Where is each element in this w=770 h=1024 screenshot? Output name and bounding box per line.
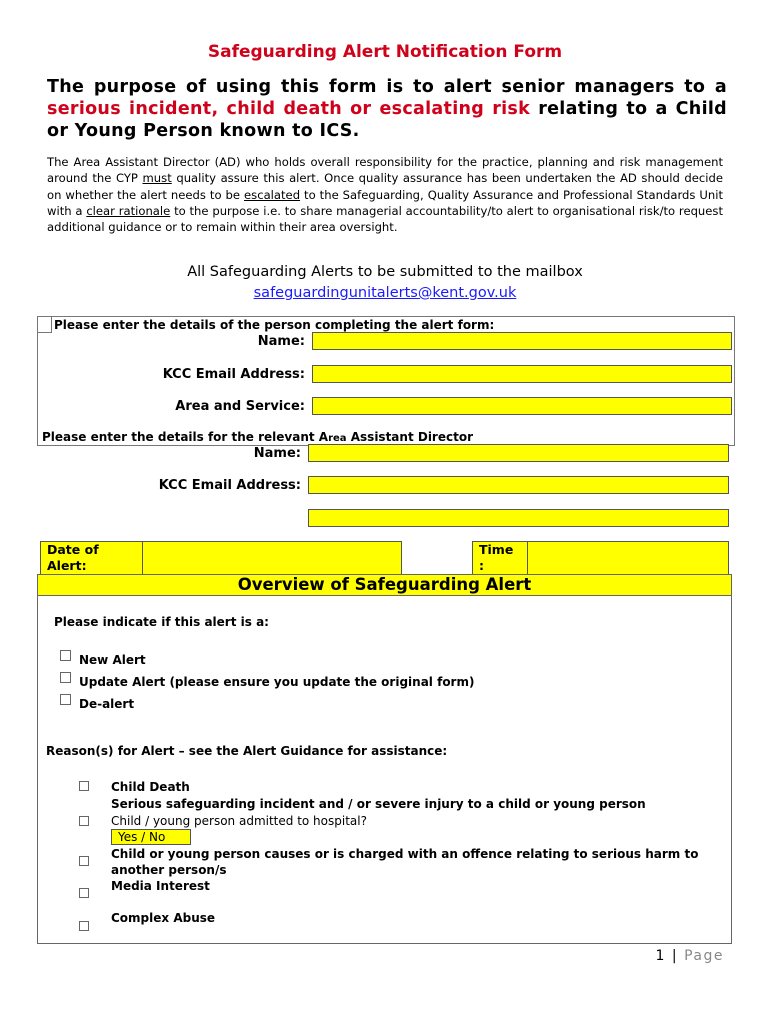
time-input[interactable] — [527, 541, 729, 575]
intro-text-3: to the Safeguarding, Quality Assurance and Professional Standards Unit with a — [47, 187, 723, 218]
completer-name-label: Name: — [257, 334, 305, 349]
page-footer — [600, 948, 724, 964]
serious-incident-label: Serious safeguarding incident and / or severe injury to a child or young person — [111, 797, 646, 811]
update-alert-checkbox[interactable] — [60, 672, 71, 683]
ad-heading-b: rea — [328, 433, 347, 444]
mailbox-email-link[interactable]: safeguardingunitalerts@kent.gov.uk — [253, 285, 517, 301]
page-separator: | — [665, 948, 685, 964]
intro-paragraph — [47, 154, 723, 235]
ad-heading-c: Assistant Director — [346, 430, 474, 444]
intro-text-1: The Area Assistant Director (AD) who holds overall responsibility for the practice, planning and risk management around the CYP — [47, 155, 723, 186]
hospital-yes-no-select[interactable]: Yes / No — [111, 829, 191, 845]
new-alert-label: New Alert — [79, 653, 146, 667]
offence-label: Child or young person causes or is charged with an offence relating to serious harm to another person/s — [111, 847, 699, 877]
ad-heading-a: Please enter the details for the relevant A — [42, 430, 329, 444]
mailbox-instruction: All Safeguarding Alerts to be submitted to the mailbox — [187, 264, 583, 280]
completer-area-label: Area and Service: — [175, 399, 305, 414]
purpose-post: relating to a Child or Young Person known to ICS. — [47, 99, 727, 141]
overview-title: Overview of Safeguarding Alert — [37, 574, 732, 596]
update-alert-label: Update Alert (please ensure you update the original form) — [79, 675, 475, 689]
page-word: Page — [684, 948, 724, 964]
intro-must: must — [142, 171, 172, 186]
page-number: 1 — [655, 948, 666, 964]
complex-abuse-label: Complex Abuse — [111, 911, 216, 925]
completer-email-label: KCC Email Address: — [162, 367, 305, 382]
hospital-label: Child / young person admitted to hospital? — [111, 814, 367, 828]
media-interest-checkbox[interactable] — [79, 888, 89, 898]
serious-incident-checkbox[interactable] — [79, 816, 89, 826]
completer-email-input[interactable] — [312, 365, 732, 383]
completer-area-input[interactable] — [312, 397, 732, 415]
de-alert-checkbox[interactable] — [60, 694, 71, 705]
intro-text-2: quality assure this alert. Once quality assurance has been undertaken the AD should decide on whether the alert needs to be — [47, 171, 723, 202]
intro-text-4: to the purpose i.e. to share managerial accountability/to alert to organisational risk/to request additional guidance or to remain within their area oversight. — [47, 203, 723, 235]
time-label-cell: Time : — [472, 541, 528, 575]
complex-abuse-checkbox[interactable] — [79, 921, 89, 931]
section-marker — [37, 316, 52, 333]
ad-name-input[interactable] — [308, 444, 729, 462]
de-alert-label: De-alert — [79, 697, 135, 711]
form-title: Safeguarding Alert Notification Form — [207, 42, 563, 62]
ad-email-input[interactable] — [308, 476, 729, 494]
purpose-statement — [47, 76, 727, 142]
purpose-pre: The purpose of using this form is to alert senior managers to a — [47, 77, 727, 97]
intro-escalated: escalated — [244, 187, 301, 202]
ad-heading — [42, 430, 473, 444]
reasons-heading: Reason(s) for Alert – see the Alert Guidance for assistance: — [46, 744, 448, 758]
offence-checkbox[interactable] — [79, 856, 89, 866]
child-death-label: Child Death — [111, 780, 190, 794]
completer-heading: Please enter the details of the person completing the alert form: — [54, 318, 495, 332]
ad-extra-input[interactable] — [308, 509, 729, 527]
alert-type-prompt: Please indicate if this alert is a: — [54, 615, 269, 629]
media-interest-label: Media Interest — [111, 879, 210, 893]
completer-name-input[interactable] — [312, 332, 732, 350]
date-input[interactable] — [142, 541, 402, 575]
purpose-highlight: serious incident, child death or escalating risk — [47, 99, 531, 119]
intro-rationale: clear rationale — [86, 203, 171, 218]
ad-name-label: Name: — [253, 446, 301, 461]
date-label-cell: Date of Alert: — [40, 541, 143, 575]
new-alert-checkbox[interactable] — [60, 650, 71, 661]
ad-email-label: KCC Email Address: — [158, 478, 301, 493]
child-death-checkbox[interactable] — [79, 781, 89, 791]
